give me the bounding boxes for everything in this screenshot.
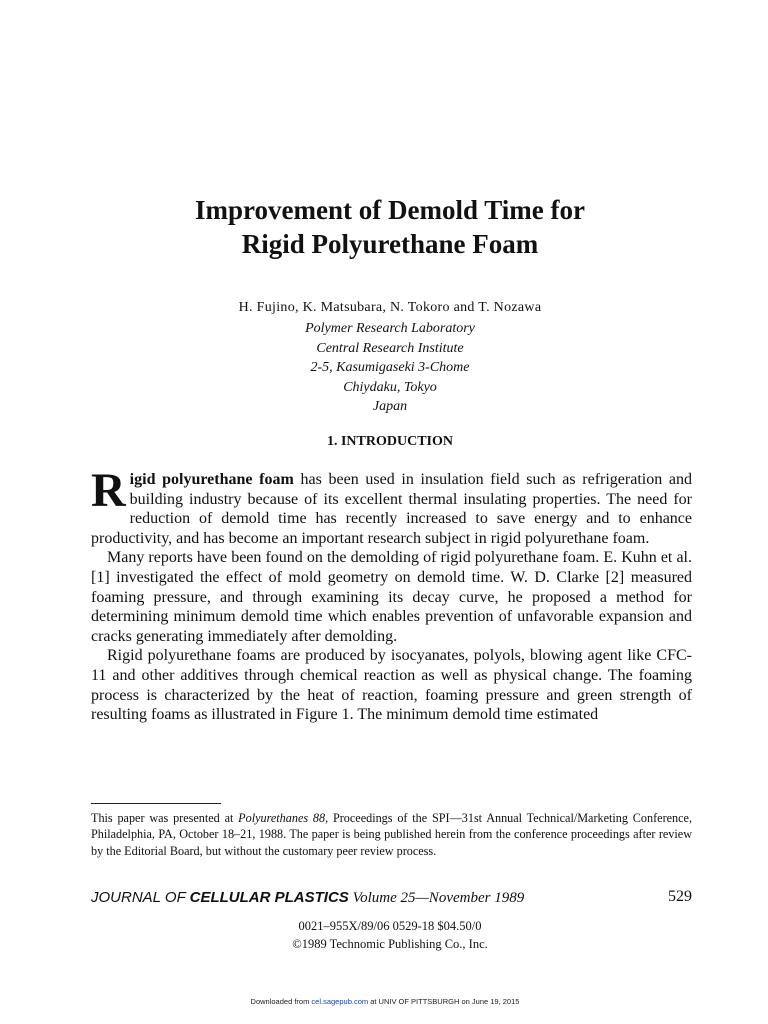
title-line-2: Rigid Polyurethane Foam [241, 229, 539, 259]
body-text [91, 464, 692, 725]
download-prefix: Downloaded from [250, 997, 312, 1006]
paragraph-3: Rigid polyurethane foams are produced by isocyanates, polyols, blowing agent like CFC-11 and other additives through chemical reaction as well as physical change. The foaming process is characterized by the heat of reaction, foaming pressure and green strength of resulting foams as illustrated in Figure 1. The minimum demold time estimated [91, 647, 692, 724]
journal-name: CELLULAR PLASTICS [189, 889, 349, 906]
publication-info [90, 917, 690, 953]
paragraph-2: Many reports have been found on the demolding of rigid polyurethane foam. E. Kuhn et al. [1] investigated the effect of mold geometry on demold time. W. D. Clarke [2] measured foaming pressure, and through examining its decay curve, he proposed a method for determining minimum demold time which enables prevention of unfavorable expansion and cracks generating immediately after demolding. [91, 549, 692, 645]
copyright-line: ©1989 Technomic Publishing Co., Inc. [292, 937, 488, 951]
affiliation [90, 319, 690, 417]
page-number: 529 [668, 888, 692, 905]
paragraph-lead: igid polyurethane foam [129, 471, 294, 488]
paragraph-text: has been used in insulation field such as refrigeration and building industry because of its excellent thermal insulating properties. The need for reduction of demold time has recently increased to save energy and to enhance productivity, and has become an important research subject in rigid polyurethane foam. [91, 471, 692, 547]
journal-volume: Volume 25—November 1989 [348, 890, 525, 906]
footnote-rule [91, 803, 221, 804]
footnote [91, 810, 692, 859]
issn-line: 0021–955X/89/06 0529-18 $04.50/0 [298, 919, 482, 933]
footnote-text: Proceedings of the SPI—31st Annual Technical/Marketing Conference, Philadelphia, PA, October 18–21, 1988. The paper is being published herein from the conference proceedings after review by the Editorial Board, but without the customary peer review process. [91, 811, 692, 858]
drop-cap: R [91, 464, 126, 517]
paper-title [90, 193, 690, 261]
affiliation-line: 2-5, Kasumigaseki 3-Chome [310, 360, 470, 375]
paragraph-1 [91, 464, 692, 548]
affiliation-line: Japan [372, 399, 408, 414]
footnote-italic: Polyurethanes 88, [238, 811, 329, 825]
download-suffix: at UNIV OF PITTSBURGH on June 19, 2015 [368, 997, 520, 1006]
journal-footer [91, 887, 692, 907]
affiliation-line: Polymer Research Laboratory [305, 321, 475, 336]
section-heading: 1. INTRODUCTION [326, 434, 453, 449]
author-list: H. Fujino, K. Matsubara, N. Tokoro and T. Nozawa [238, 300, 542, 315]
affiliation-line: Chiydaku, Tokyo [343, 379, 437, 395]
download-notice [90, 997, 680, 1007]
journal-prefix: JOURNAL OF [91, 889, 190, 906]
affiliation-line: Central Research Institute [316, 340, 464, 356]
download-link[interactable]: cel.sagepub.com [311, 997, 369, 1006]
footnote-text: This paper was presented at [91, 811, 239, 825]
title-line-1: Improvement of Demold Time for [195, 195, 585, 225]
